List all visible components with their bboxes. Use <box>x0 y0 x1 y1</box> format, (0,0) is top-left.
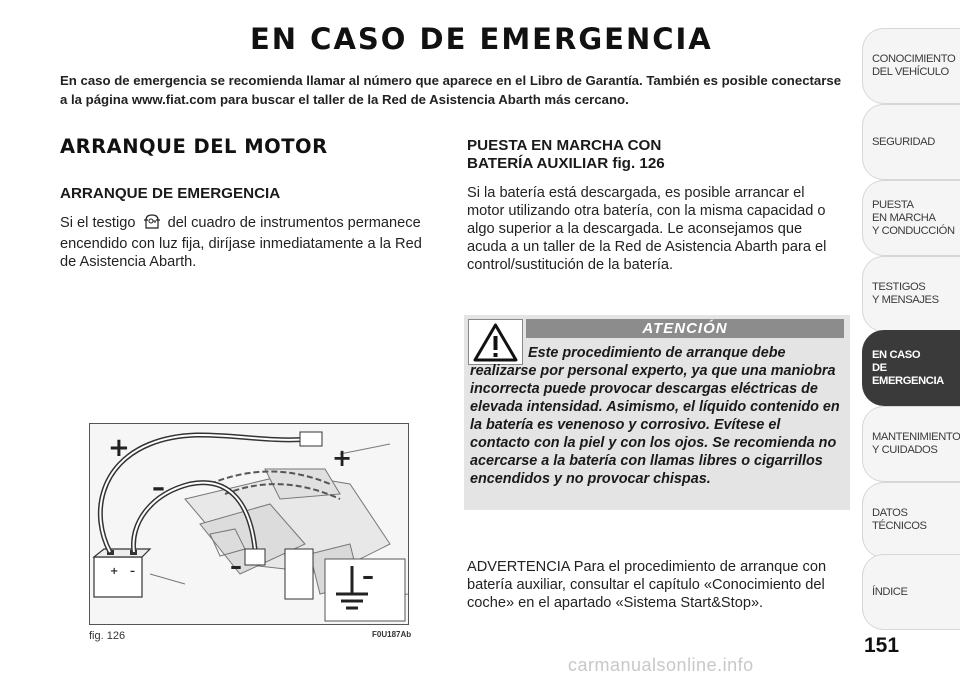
page-number: 151 <box>864 634 900 657</box>
page-title: EN CASO DE EMERGENCIA <box>250 22 713 56</box>
warning-label: ATENCIÓN <box>526 319 844 338</box>
advertencia-note: ADVERTENCIA Para el procedimiento de arranque con batería auxiliar, consultar el capítulo «Conocimiento del coche» en el apartado «Sistema Start&Stop». <box>467 559 827 611</box>
tab-puesta-en-marcha[interactable]: PUESTA EN MARCHA Y CONDUCCIÓN <box>862 180 960 256</box>
subsection-title-arranque-emergencia: ARRANQUE DE EMERGENCIA <box>60 185 281 202</box>
plus-sign-left: + <box>108 433 130 463</box>
tab-mantenimiento-cuidados[interactable]: MANTENIMIENTO Y CUIDADOS <box>862 406 960 482</box>
tab-indice[interactable]: ÍNDICE <box>862 554 960 630</box>
arranque-emergencia-paragraph <box>60 212 442 271</box>
warning-text: Este procedimiento de arranque debe realizarse por personal experto, ya que una maniobra incorrecta puede provocar descargas eléctricas de elevada intensidad. Asimismo, el líquido contenido en la batería es venenoso y corrosivo. Evítese el contacto con la piel y con los ojos. Se recomienda no acercarse a la batería con llamas libres o cigarrillos encendidos y no provocar chispas. <box>470 345 840 487</box>
minus-sign-middle: – <box>230 552 242 580</box>
tab-testigos-mensajes[interactable]: TESTIGOS Y MENSAJES <box>862 256 960 332</box>
tab-seguridad[interactable]: SEGURIDAD <box>862 104 960 180</box>
subsection-title-line-1: PUESTA EN MARCHA CON <box>467 137 662 154</box>
immobilizer-key-icon <box>142 212 162 235</box>
figure-battery-jump-start <box>89 423 409 625</box>
minus-sign-ground: – <box>362 562 374 590</box>
battery-minus-terminal-label: – <box>130 566 135 577</box>
subsection-title-line-2: BATERÍA AUXILIAR fig. 126 <box>467 155 665 172</box>
watermark: carmanualsonline.info <box>568 655 754 675</box>
subsection-title-bateria-auxiliar <box>467 137 665 173</box>
intro-paragraph: En caso de emergencia se recomienda llamar al número que aparece en el Libro de Garantía. También es posible conectarse a la página www.fiat.com para buscar el taller de la Red de Asistencia Abarth más cercano. <box>60 73 842 107</box>
paragraph-text-end: del cuadro de instrumentos permanece encendido con luz fija, diríjase inmediatamente a la Red de Asistencia Abarth. <box>60 215 422 270</box>
tab-conocimiento-vehiculo[interactable]: CONOCIMIENTO DEL VEHÍCULO <box>862 28 960 104</box>
plus-sign-right: + <box>332 444 353 472</box>
tab-datos-tecnicos[interactable]: DATOS TÉCNICOS <box>862 482 960 558</box>
paragraph-text-start: Si el testigo <box>60 215 136 231</box>
battery-plus-terminal-label: + <box>110 566 119 577</box>
section-title-arranque-motor: ARRANQUE DEL MOTOR <box>60 135 328 158</box>
tab-en-caso-emergencia[interactable]: EN CASO DE EMERGENCIA <box>862 330 960 406</box>
minus-sign-left: – <box>152 473 165 503</box>
bateria-auxiliar-paragraph: Si la batería está descargada, es posible arrancar el motor utilizando otra batería, con la misma capacidad o algo superior a la descargada. Le aconsejamos que acuda a un taller de la Red de Asistencia Abarth para el control/sustitución de la batería. <box>467 185 827 273</box>
figure-code: F0U187Ab <box>372 630 412 639</box>
figure-caption: fig. 126 <box>89 630 126 642</box>
